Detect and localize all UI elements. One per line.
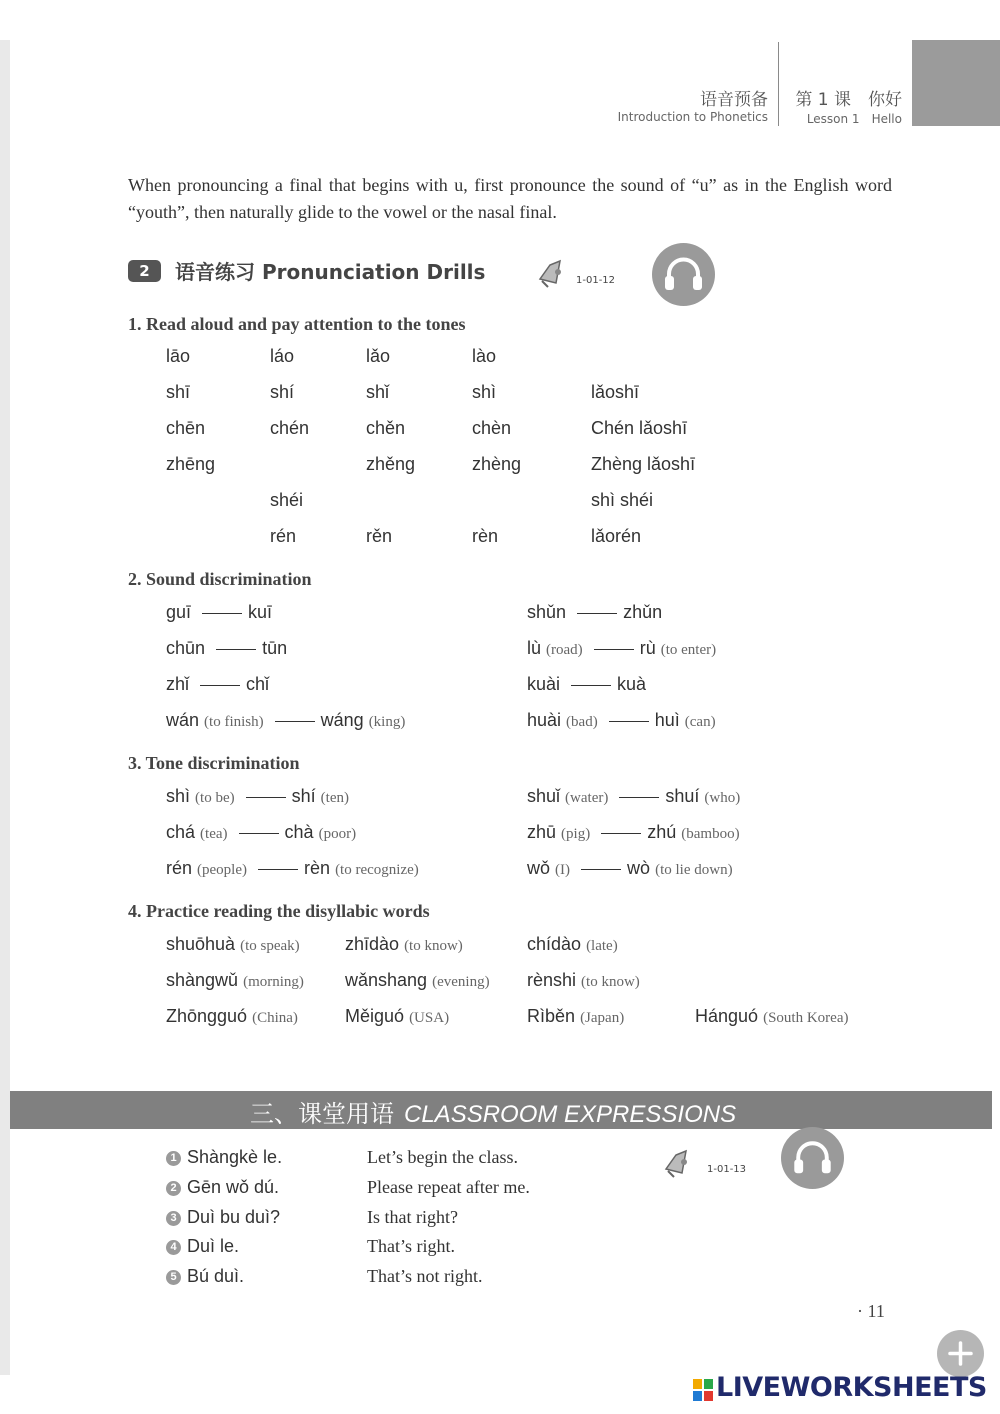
q1-cell: chèn bbox=[472, 418, 512, 438]
header-lesson-cn: 第 1 课 你好 bbox=[795, 90, 902, 110]
pair-dash bbox=[577, 613, 617, 614]
q3-word-a: shuǐ bbox=[527, 786, 561, 806]
q2-word-a: wán bbox=[166, 710, 200, 730]
q2-pair bbox=[527, 602, 662, 623]
q3-gloss-a: (water) bbox=[565, 790, 609, 806]
expression-pinyin: Duì le. bbox=[187, 1236, 240, 1256]
q2-pair bbox=[166, 674, 269, 695]
q1-cell: láo bbox=[270, 346, 295, 366]
q3-gloss-b: (to lie down) bbox=[655, 862, 733, 878]
q4-gloss: (morning) bbox=[243, 974, 304, 990]
q2-word-b: tūn bbox=[262, 638, 288, 658]
q4-pinyin: Hánguó bbox=[695, 1006, 759, 1026]
q1-cell: lāo bbox=[166, 346, 191, 366]
q3-word-b: zhú bbox=[647, 822, 677, 842]
item-number: 3 bbox=[166, 1211, 181, 1226]
expression-pinyin: Shàngkè le. bbox=[187, 1147, 283, 1167]
q1-cell: zhēng bbox=[166, 454, 216, 474]
header-section-en: Introduction to Phonetics bbox=[617, 110, 768, 124]
q4-word bbox=[527, 934, 618, 955]
expression-item bbox=[166, 1177, 279, 1198]
q2-word-b: wáng bbox=[320, 710, 364, 730]
q1-cell: zhèng bbox=[472, 454, 522, 474]
classroom-banner bbox=[10, 1091, 992, 1129]
q2-word-a: zhǐ bbox=[166, 674, 190, 694]
pair-dash bbox=[216, 649, 256, 650]
classroom-title bbox=[250, 1094, 736, 1129]
classroom-title-cn: 三、课堂用语 bbox=[250, 1100, 394, 1128]
page-number: · 11 bbox=[857, 1301, 885, 1321]
q4-gloss: (late) bbox=[586, 938, 618, 954]
q3-word-b: shuí bbox=[665, 786, 700, 806]
q2-gloss-a: (road) bbox=[546, 642, 583, 658]
q1-cell: chén bbox=[270, 418, 310, 438]
q2-word-a: chūn bbox=[166, 638, 206, 658]
q4-word bbox=[166, 970, 304, 991]
audio-code-drills: 1-01-12 bbox=[576, 275, 616, 286]
q2-pair bbox=[527, 638, 716, 659]
q3-gloss-b: (ten) bbox=[320, 790, 349, 806]
q3-pair bbox=[527, 786, 740, 807]
corner-tab bbox=[912, 40, 1000, 126]
pair-dash bbox=[619, 797, 659, 798]
q1-cell: chēn bbox=[166, 418, 206, 438]
header-divider bbox=[778, 42, 779, 126]
q2-word-a: huài bbox=[527, 710, 562, 730]
q3-word-b: shí bbox=[291, 786, 316, 806]
q2-word-b: huì bbox=[654, 710, 680, 730]
q3-gloss-a: (I) bbox=[555, 862, 571, 878]
pair-dash bbox=[200, 685, 240, 686]
q1-cell: lǎoshī bbox=[591, 382, 640, 402]
q4-gloss: (Japan) bbox=[580, 1010, 625, 1026]
q3-gloss-a: (pig) bbox=[561, 826, 591, 842]
q4-gloss: (to know) bbox=[581, 974, 640, 990]
q3-gloss-b: (to recognize) bbox=[335, 862, 419, 878]
q2-pair bbox=[527, 710, 716, 731]
expression-pinyin: Gēn wǒ dú. bbox=[187, 1177, 280, 1197]
item-number: 2 bbox=[166, 1181, 181, 1196]
q3-pair bbox=[527, 822, 740, 843]
q2-word-a: shǔn bbox=[527, 602, 567, 622]
q2-pair bbox=[166, 710, 405, 731]
q3-title: 3. Tone discrimination bbox=[128, 753, 300, 773]
q4-pinyin: Měiguó bbox=[345, 1006, 405, 1026]
q3-gloss-b: (bamboo) bbox=[681, 826, 740, 842]
audio-marker-classroom bbox=[662, 1145, 752, 1185]
q4-word bbox=[345, 1006, 449, 1027]
q1-cell: shī bbox=[166, 382, 191, 402]
expression-english: Let’s begin the class. bbox=[367, 1147, 518, 1167]
q4-pinyin: Rìběn bbox=[527, 1006, 576, 1026]
q4-gloss: (to speak) bbox=[240, 938, 300, 954]
q4-gloss: (USA) bbox=[409, 1010, 450, 1026]
q2-pair bbox=[166, 638, 287, 659]
q4-word bbox=[527, 1006, 624, 1027]
item-number: 4 bbox=[166, 1240, 181, 1255]
q2-word-b: chǐ bbox=[246, 674, 270, 694]
q2-word-a: guī bbox=[166, 602, 192, 622]
add-button[interactable] bbox=[937, 1330, 984, 1377]
q3-gloss-b: (who) bbox=[704, 790, 741, 806]
q3-pair bbox=[527, 858, 733, 879]
q2-gloss-a: (bad) bbox=[566, 714, 598, 730]
q3-pair bbox=[166, 822, 356, 843]
q4-pinyin: zhīdào bbox=[345, 934, 400, 954]
speaker-icon bbox=[536, 255, 570, 289]
q3-word-a: shì bbox=[166, 786, 191, 806]
liveworksheets-logo-icon bbox=[693, 1379, 713, 1401]
pair-dash bbox=[202, 613, 242, 614]
q1-cell: zhěng bbox=[366, 454, 416, 474]
q3-gloss-a: (people) bbox=[197, 862, 248, 878]
q1-cell: rén bbox=[270, 526, 297, 546]
drills-title: 语音练习 Pronunciation Drills bbox=[175, 260, 486, 284]
q4-gloss: (evening) bbox=[432, 974, 490, 990]
q1-title: 1. Read aloud and pay attention to the tones bbox=[128, 314, 466, 334]
q2-gloss-b: (to enter) bbox=[660, 642, 717, 658]
expression-pinyin: Duì bu duì? bbox=[187, 1207, 281, 1227]
q3-gloss-a: (to be) bbox=[195, 790, 235, 806]
q4-pinyin: rènshi bbox=[527, 970, 577, 990]
q2-word-a: lù bbox=[527, 638, 542, 658]
q4-title: 4. Practice reading the disyllabic words bbox=[128, 901, 430, 921]
brand-wordmark[interactable]: LIVEWORKSHEETS bbox=[716, 1372, 987, 1403]
expression-english: That’s not right. bbox=[367, 1266, 483, 1286]
classroom-title-en: CLASSROOM EXPRESSIONS bbox=[404, 1101, 737, 1128]
headphones-button-drills[interactable] bbox=[652, 243, 715, 306]
q3-word-b: wò bbox=[627, 858, 651, 878]
q1-cell: shì bbox=[472, 382, 497, 402]
pair-dash bbox=[239, 833, 279, 834]
q1-cell: shì shéi bbox=[591, 490, 654, 510]
q3-word-a: rén bbox=[166, 858, 193, 878]
q2-word-b: zhǔn bbox=[623, 602, 663, 622]
q2-word-b: rù bbox=[639, 638, 656, 658]
q4-pinyin: shuōhuà bbox=[166, 934, 236, 954]
q2-word-b: kuī bbox=[248, 602, 273, 622]
q2-gloss-b: (can) bbox=[684, 714, 716, 730]
q4-pinyin: Zhōngguó bbox=[166, 1006, 248, 1026]
q2-pair bbox=[166, 602, 272, 623]
q2-word-a: kuài bbox=[527, 674, 561, 694]
expression-item bbox=[166, 1236, 239, 1257]
header-section bbox=[600, 85, 768, 124]
q3-pair bbox=[166, 786, 349, 807]
q3-word-a: chá bbox=[166, 822, 196, 842]
expression-english: Please repeat after me. bbox=[367, 1177, 530, 1197]
section-number-badge: 2 bbox=[128, 260, 161, 282]
q1-cell: lǎorén bbox=[591, 526, 642, 546]
pair-dash bbox=[246, 797, 286, 798]
q4-pinyin: wǎnshang bbox=[345, 970, 428, 990]
q1-cell: shí bbox=[270, 382, 295, 402]
q4-word bbox=[527, 970, 640, 991]
audio-code-classroom: 1-01-13 bbox=[707, 1164, 747, 1175]
q1-cell: Chén lǎoshī bbox=[591, 418, 688, 438]
pair-dash bbox=[571, 685, 611, 686]
q2-gloss-b: (king) bbox=[368, 714, 406, 730]
expression-item bbox=[166, 1207, 280, 1228]
pair-dash bbox=[601, 833, 641, 834]
speaker-icon bbox=[662, 1145, 696, 1179]
q2-word-b: kuà bbox=[617, 674, 647, 694]
expression-pinyin: Bú duì. bbox=[187, 1266, 245, 1286]
q3-word-a: zhū bbox=[527, 822, 557, 842]
q2-title: 2. Sound discrimination bbox=[128, 569, 312, 589]
item-number: 5 bbox=[166, 1270, 181, 1285]
audio-marker-drills bbox=[536, 255, 626, 295]
expression-english: Is that right? bbox=[367, 1207, 458, 1227]
q4-pinyin: shàngwǔ bbox=[166, 970, 239, 990]
q1-cell: shéi bbox=[270, 490, 304, 510]
q4-gloss: (to know) bbox=[404, 938, 463, 954]
q1-cell: shǐ bbox=[366, 382, 390, 402]
q4-word bbox=[166, 934, 300, 955]
q3-word-b: rèn bbox=[304, 858, 331, 878]
q2-gloss-a: (to finish) bbox=[204, 714, 264, 730]
pair-dash bbox=[609, 721, 649, 722]
headphones-icon bbox=[781, 1127, 844, 1189]
header-section-cn: 语音预备 bbox=[700, 90, 768, 110]
q1-cell: lǎo bbox=[366, 346, 391, 366]
q4-gloss: (China) bbox=[252, 1010, 298, 1026]
plus-icon bbox=[937, 1330, 984, 1377]
q4-word bbox=[695, 1006, 848, 1027]
pair-dash bbox=[594, 649, 634, 650]
pair-dash bbox=[581, 869, 621, 870]
expression-item bbox=[166, 1147, 282, 1168]
item-number: 1 bbox=[166, 1151, 181, 1166]
q1-cell: Zhèng lǎoshī bbox=[591, 454, 696, 474]
q1-cell: rèn bbox=[472, 526, 499, 546]
header-lesson bbox=[782, 85, 902, 127]
expression-item bbox=[166, 1266, 244, 1287]
pair-dash bbox=[275, 721, 315, 722]
q4-word bbox=[345, 934, 463, 955]
q1-cell: chěn bbox=[366, 418, 406, 438]
q4-word bbox=[345, 970, 490, 991]
q3-word-a: wǒ bbox=[527, 858, 551, 878]
headphones-icon bbox=[652, 243, 715, 306]
header-lesson-en: Lesson 1 Hello bbox=[806, 112, 902, 126]
q4-pinyin: chídào bbox=[527, 934, 582, 954]
q4-word bbox=[166, 1006, 298, 1027]
intro-paragraph: When pronouncing a final that begins with u, first pronounce the sound of “u” as in the English word “youth”, then naturally glide to the vowel or the nasal final. bbox=[128, 175, 892, 222]
q4-gloss: (South Korea) bbox=[763, 1010, 849, 1026]
q3-gloss-b: (poor) bbox=[318, 826, 357, 842]
pair-dash bbox=[258, 869, 298, 870]
q2-pair bbox=[527, 674, 646, 695]
q1-cell: lào bbox=[472, 346, 497, 366]
headphones-button-classroom[interactable] bbox=[781, 1127, 844, 1189]
q3-pair bbox=[166, 858, 419, 879]
worksheet-page bbox=[10, 40, 1000, 1375]
q3-gloss-a: (tea) bbox=[200, 826, 228, 842]
q3-word-b: chà bbox=[284, 822, 314, 842]
q1-cell: rěn bbox=[366, 526, 393, 546]
expression-english: That’s right. bbox=[367, 1236, 455, 1256]
